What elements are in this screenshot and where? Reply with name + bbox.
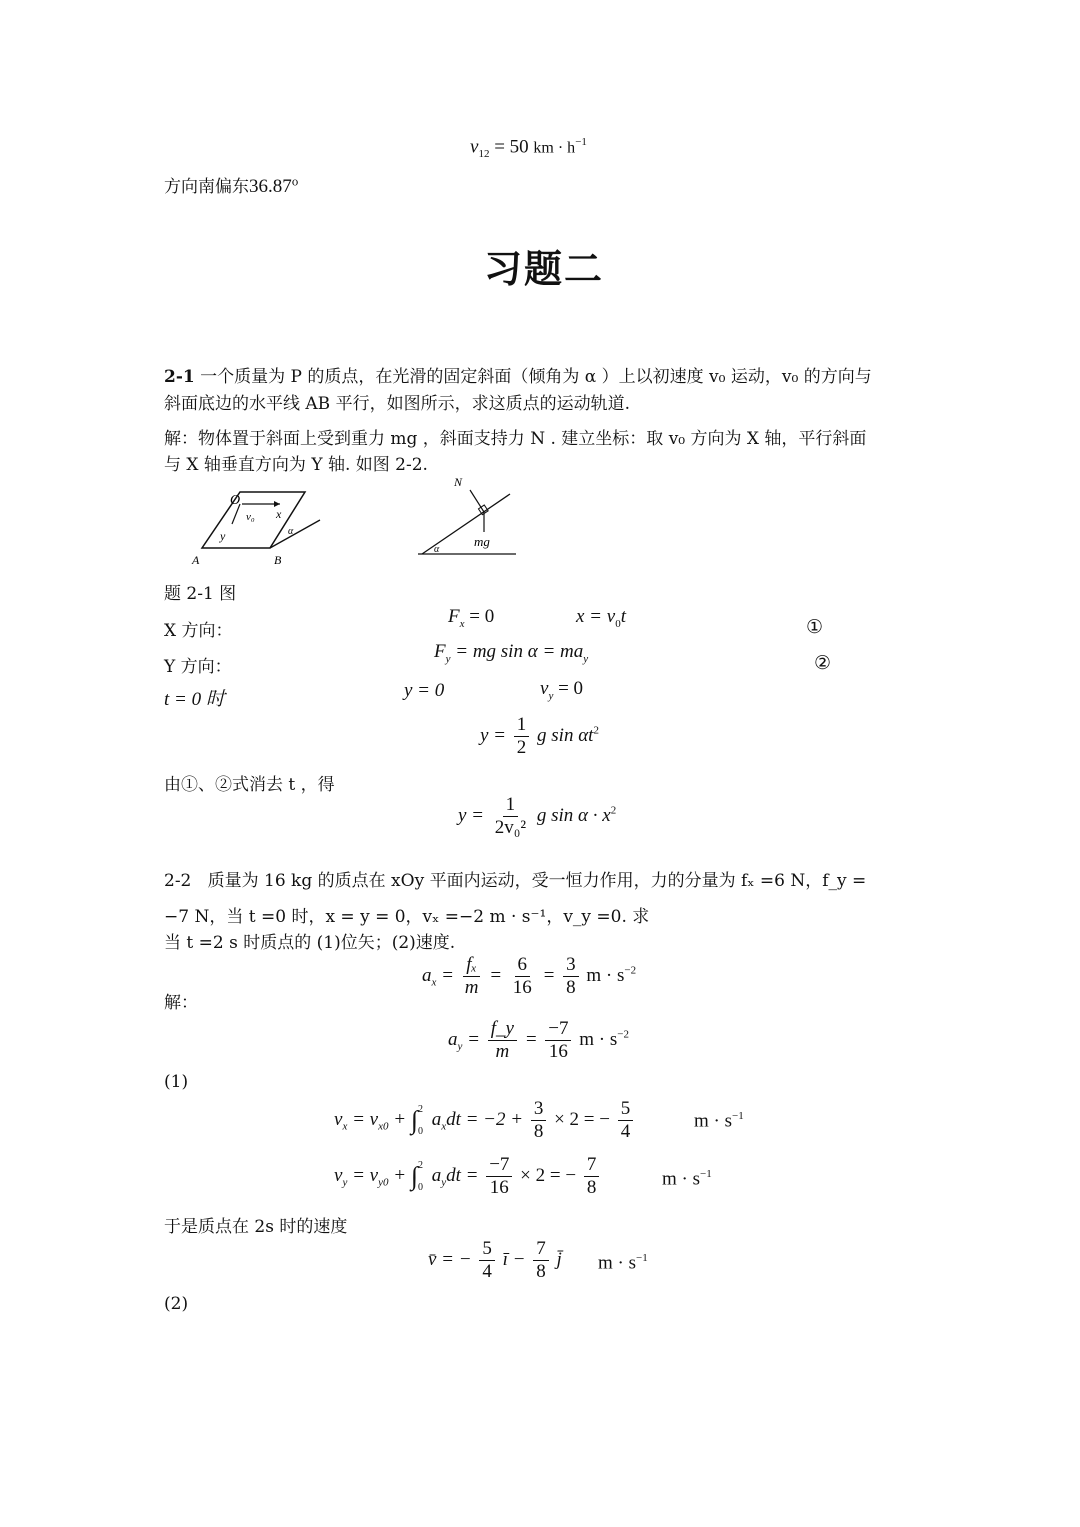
v-j: j̄ bbox=[556, 1248, 562, 1270]
v-unit: m · s bbox=[598, 1252, 636, 1274]
integral-limits bbox=[418, 1099, 423, 1143]
ax-frac3-num: 3 bbox=[563, 954, 579, 977]
p22-solution-label: 解： bbox=[164, 993, 198, 1013]
eq-velocity-vector bbox=[428, 1238, 562, 1283]
ax-unit: m · s bbox=[586, 964, 625, 986]
direction-line bbox=[164, 172, 298, 198]
v-unit-sup: −1 bbox=[636, 1252, 648, 1264]
ay-unit: m · s bbox=[579, 1028, 618, 1050]
equation-v12 bbox=[470, 136, 587, 160]
integral-sign: ∫ bbox=[410, 1105, 418, 1135]
vy-int-dt: dt = bbox=[446, 1164, 479, 1186]
vy-frac-num: −7 bbox=[486, 1154, 512, 1177]
vy-frac-den: 16 bbox=[489, 1177, 509, 1198]
eq-y-lhs: y = bbox=[480, 724, 507, 746]
speed-text: 于是质点在 2s 时的速度 bbox=[164, 1217, 348, 1237]
vy-unit-sup: −1 bbox=[700, 1168, 712, 1180]
eq-x bbox=[576, 606, 626, 630]
p22-line2: −7 N，当 t =0 时，x = y = 0，vₓ =−2 m · s⁻¹，v_y =0. 求 bbox=[164, 907, 650, 927]
fx-rhs: = 0 bbox=[469, 606, 495, 627]
eq-fx bbox=[448, 606, 494, 630]
ay-frac1 bbox=[488, 1018, 517, 1063]
plane-edge bbox=[270, 520, 320, 548]
vx-result bbox=[618, 1098, 634, 1143]
eq-ay: $a_y$ = $\frac{f\_y}{m}$ = $\frac{-7}{16}$ $m \cdot s^{-2}$ bbox=[448, 1018, 629, 1062]
eq-y-motion bbox=[480, 714, 599, 759]
frac-den: 2 bbox=[516, 737, 527, 758]
v-frac1 bbox=[479, 1238, 495, 1283]
ay-frac2-num: −7 bbox=[545, 1018, 571, 1041]
eq-vx: $v_x = v_{x0}$ + ∫ 2 0 $a_xdt = -2$ + $\frac{3}{8}$ × 2 = − $\frac{5}{4}$ bbox=[334, 1098, 636, 1143]
vy0: v bbox=[540, 678, 549, 699]
vy-frac bbox=[486, 1154, 512, 1199]
vx-int-dt: dt = −2 + bbox=[446, 1108, 524, 1130]
eq-y-rhs: g sin αt bbox=[537, 724, 594, 746]
t0-label: t = 0 时 bbox=[164, 689, 225, 710]
int-upper-2: 2 bbox=[417, 1159, 423, 1171]
vy-unit: m · s bbox=[662, 1168, 700, 1190]
p21-line1 bbox=[164, 362, 872, 387]
v12-unit: km · h bbox=[533, 139, 576, 157]
vy-mid-sub: y0 bbox=[378, 1176, 389, 1189]
v-unit-wrap bbox=[598, 1252, 648, 1274]
normal-force-arrow bbox=[470, 490, 484, 512]
ay-frac2-den: 16 bbox=[548, 1041, 568, 1062]
label-B: B bbox=[274, 553, 282, 567]
figure-incline-plane bbox=[180, 478, 340, 570]
vx-int: a bbox=[431, 1108, 442, 1130]
vx-lhs: v bbox=[334, 1108, 343, 1130]
label-alpha: α bbox=[288, 526, 294, 537]
ay-frac2 bbox=[545, 1018, 571, 1063]
vx-sub: x bbox=[342, 1120, 348, 1133]
eq-y2-lhs: y = bbox=[458, 804, 485, 826]
vy-result bbox=[584, 1154, 600, 1199]
y-direction-label: Y 方向： bbox=[164, 657, 232, 677]
v12-sub: 12 bbox=[478, 148, 490, 161]
label-x: x bbox=[276, 507, 282, 521]
page-title: 习题二 bbox=[484, 247, 605, 291]
ax-frac2-num: 6 bbox=[515, 954, 531, 977]
integral-sign-2: ∫ bbox=[410, 1161, 418, 1191]
figure-force-diagram bbox=[414, 474, 524, 560]
eq-y2-rhs: g sin α · x bbox=[536, 804, 611, 826]
figure-caption: 题 2-1 图 bbox=[164, 584, 237, 604]
vy-lhs: v bbox=[334, 1164, 343, 1186]
vx-int-sub: x bbox=[441, 1120, 447, 1133]
vx-unit-sup: −1 bbox=[732, 1110, 744, 1122]
x-eq-t: t bbox=[620, 606, 626, 627]
ax-frac2 bbox=[510, 954, 535, 999]
label-alpha2: α bbox=[434, 544, 440, 555]
p22-line3: 当 t =2 s 时质点的 (1)位矢；(2)速度. bbox=[164, 933, 456, 953]
vy-result-num: 7 bbox=[584, 1154, 600, 1177]
p21-sol2: 与 X 轴垂直方向为 Y 轴. 如图 2-2. bbox=[164, 455, 428, 475]
vx-mid: = v bbox=[352, 1108, 379, 1130]
v-frac2 bbox=[533, 1238, 549, 1283]
vx-frac-den: 8 bbox=[533, 1121, 544, 1142]
p21-line2: 斜面底边的水平线 AB 平行，如图所示，求这质点的运动轨道. bbox=[164, 394, 630, 414]
ay-frac1-num: f_y bbox=[488, 1018, 517, 1041]
p22-text1: 质量为 16 kg 的质点在 xOy 平面内运动，受一恒力作用，力的分量为 fₓ =6 N，f_y = bbox=[207, 871, 867, 891]
vy-unit-wrap bbox=[662, 1168, 712, 1190]
integral-limits-2 bbox=[418, 1155, 423, 1199]
ay-frac1-den: m bbox=[495, 1041, 510, 1062]
p21-sol1: 解：物体置于斜面上受到重力 mg ，斜面支持力 N . 建立坐标：取 v₀ 方向为 X 轴，平行斜面 bbox=[164, 429, 867, 449]
ax-frac1 bbox=[462, 954, 482, 999]
frac-half bbox=[514, 714, 530, 759]
label-A: A bbox=[192, 553, 200, 567]
ax-lhs: a bbox=[422, 964, 432, 986]
ax-unit-sup: −2 bbox=[624, 964, 637, 977]
fy-sub: y bbox=[445, 652, 451, 665]
x-eq: x = v bbox=[576, 606, 616, 627]
vy-mid: = v bbox=[352, 1164, 379, 1186]
v12-unit-sup: −1 bbox=[575, 136, 587, 148]
vx-frac-num: 3 bbox=[531, 1098, 547, 1121]
vx-unit: m · s bbox=[694, 1110, 732, 1132]
v12-rhs: = 50 bbox=[494, 136, 529, 158]
fy-rhs-sub: y bbox=[583, 652, 589, 665]
v-frac2-den: 8 bbox=[536, 1261, 546, 1282]
int-upper: 2 bbox=[417, 1103, 423, 1115]
eq-trajectory bbox=[458, 794, 616, 839]
direction-sup: o bbox=[291, 175, 299, 189]
vx-times: × 2 = − bbox=[554, 1108, 610, 1130]
v-i: ī − bbox=[502, 1248, 526, 1270]
p22-label: 2-2 bbox=[164, 871, 192, 891]
vx-frac bbox=[531, 1098, 547, 1143]
int-lower-2: 0 bbox=[417, 1181, 423, 1193]
eliminate-text: 由①、②式消去 t ，得 bbox=[164, 775, 335, 795]
label-mg: mg bbox=[474, 534, 490, 549]
frac-traj bbox=[492, 794, 529, 839]
vx-result-num: 5 bbox=[618, 1098, 634, 1121]
vy-int: a bbox=[431, 1164, 442, 1186]
eq-y0: y = 0 bbox=[404, 680, 445, 701]
direction-text: 方向南偏东 bbox=[164, 177, 249, 197]
vx-mid-sub: x0 bbox=[378, 1120, 389, 1133]
vx-result-den: 4 bbox=[620, 1121, 631, 1142]
ax-sub: x bbox=[431, 976, 437, 989]
v-frac1-num: 5 bbox=[479, 1238, 495, 1261]
vy0-rhs: = 0 bbox=[558, 678, 584, 699]
ax-frac1-num: fₓ bbox=[463, 954, 480, 977]
frac-traj-num: 1 bbox=[503, 794, 519, 817]
mark-1: ① bbox=[806, 616, 824, 638]
frac-traj-den: 2v₀² bbox=[494, 817, 527, 838]
ax-frac2-den: 16 bbox=[512, 977, 532, 998]
vy-int-sub: y bbox=[441, 1176, 447, 1189]
label-v0: v₀ bbox=[246, 511, 255, 523]
eq-vy: $v_y = v_{y0}$ + ∫ 2 0 $a_ydt$ = $\frac{-7}{16}$ × 2 = − $\frac{7}{8}$ bbox=[334, 1154, 602, 1199]
fy: F bbox=[434, 641, 446, 662]
label-y: y bbox=[220, 529, 226, 543]
vx-unit-wrap bbox=[694, 1110, 744, 1132]
ax-frac3 bbox=[563, 954, 579, 999]
direction-angle: 36.87 bbox=[249, 176, 292, 197]
eq-ax: $a_x$ = $\frac{\text{fₓ}}{m}$ = $\frac{6}{16}$ = $\frac{3}{8}$ $m \cdot s^{-2}$ bbox=[422, 954, 637, 998]
eq-vy0 bbox=[540, 678, 583, 702]
x-eq-sub: 0 bbox=[615, 617, 621, 630]
ax-frac1-den: m bbox=[464, 977, 479, 998]
label-O: O bbox=[230, 493, 241, 508]
fy-rhs: = mg sin α = ma bbox=[455, 641, 584, 662]
x-direction-label: X 方向： bbox=[164, 621, 233, 641]
vy-result-den: 8 bbox=[586, 1177, 597, 1198]
mark-2: ② bbox=[814, 652, 832, 674]
eq-fy bbox=[434, 641, 588, 665]
v-lhs: v̄ = − bbox=[428, 1248, 472, 1270]
p21-text1: 一个质量为 P 的质点，在光滑的固定斜面（倾角为 α ）上以初速度 v₀ 运动，v₀ 的方向与 bbox=[200, 367, 872, 387]
v12-lhs: v bbox=[470, 136, 479, 158]
eq-y2-sup: 2 bbox=[610, 804, 617, 817]
int-lower: 0 bbox=[417, 1125, 423, 1137]
part-1-label: (1) bbox=[164, 1072, 189, 1092]
part-2-label: (2) bbox=[164, 1294, 189, 1314]
vy-times: × 2 = − bbox=[520, 1164, 577, 1186]
v-frac2-num: 7 bbox=[533, 1238, 549, 1261]
v-frac1-den: 4 bbox=[482, 1261, 492, 1282]
ay-lhs: a bbox=[448, 1028, 458, 1050]
vy0-sub: y bbox=[548, 689, 554, 702]
ax-frac3-den: 8 bbox=[566, 977, 576, 998]
p21-label: 2-1 bbox=[164, 367, 195, 387]
frac-num: 1 bbox=[514, 714, 530, 737]
label-N: N bbox=[454, 475, 463, 489]
vy-sub: y bbox=[342, 1176, 348, 1189]
ay-unit-sup: −2 bbox=[617, 1028, 629, 1041]
ay-sub: y bbox=[457, 1040, 463, 1053]
eq-y-sup: 2 bbox=[593, 724, 599, 737]
p22-line1 bbox=[164, 866, 866, 891]
fx-sub: x bbox=[459, 617, 465, 630]
fx: F bbox=[448, 606, 460, 627]
